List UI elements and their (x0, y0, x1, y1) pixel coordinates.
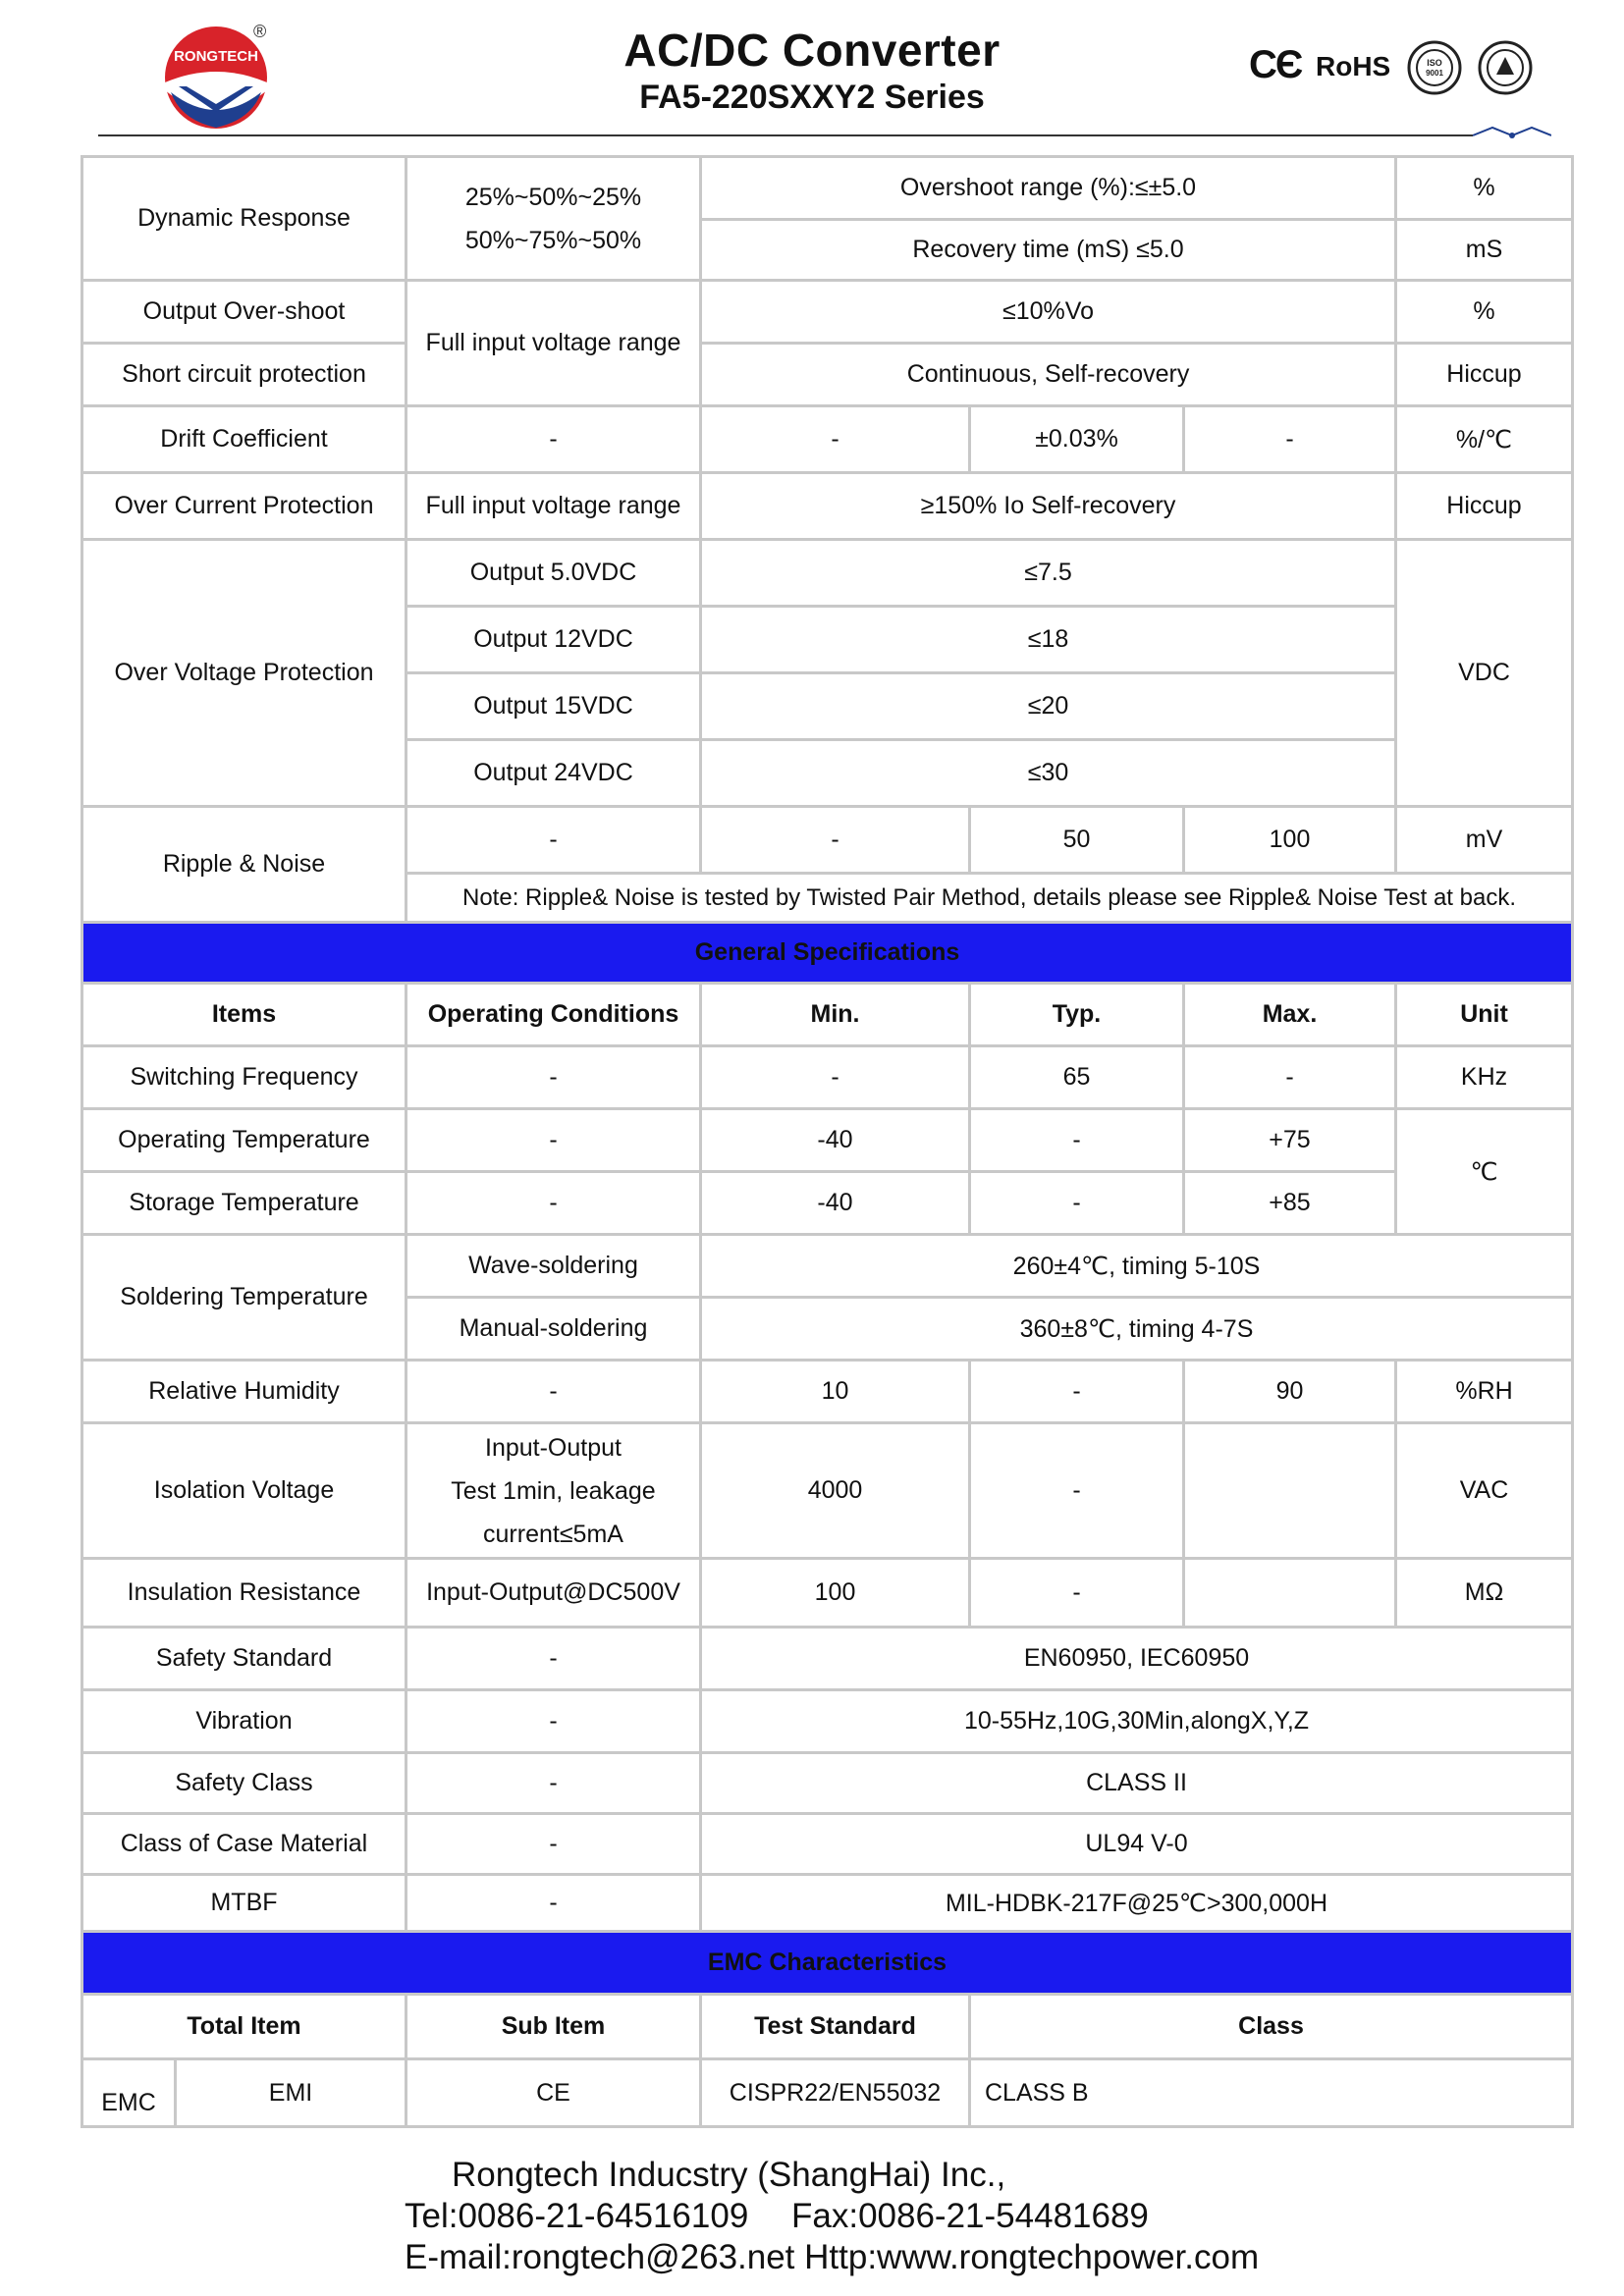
item-dynamic-response: Dynamic Response (82, 157, 406, 281)
footer-company: Rongtech Inducstry (ShangHai) Inc., (452, 2156, 1006, 2194)
st-temp-min: -40 (701, 1172, 970, 1235)
item-st-temp: Storage Temperature (82, 1172, 406, 1235)
svg-text:ISO: ISO (1427, 58, 1442, 68)
safety-standard-value: EN60950, IEC60950 (701, 1628, 1573, 1690)
item-vibration: Vibration (82, 1690, 406, 1753)
ovp-value: ≤20 (701, 673, 1396, 740)
col-conditions: Operating Conditions (406, 984, 701, 1046)
ce-mark: CЄ (1249, 43, 1302, 86)
emc-total-cell (82, 2059, 406, 2127)
insulation-min: 100 (701, 1559, 970, 1628)
item-mtbf: MTBF (82, 1875, 406, 1932)
item-drift: Drift Coefficient (82, 406, 406, 473)
st-temp-typ: - (970, 1172, 1184, 1235)
svg-text:9001: 9001 (1426, 69, 1443, 78)
humidity-unit: %RH (1396, 1361, 1573, 1423)
item-safety-class: Safety Class (82, 1753, 406, 1814)
col-unit: Unit (1396, 984, 1573, 1046)
case-material-cond: - (406, 1814, 701, 1875)
item-output-overshoot: Output Over-shoot (82, 281, 406, 344)
drift-typ: ±0.03% (970, 406, 1184, 473)
col-sub-item: Sub Item (406, 1995, 701, 2059)
isolation-max (1184, 1423, 1396, 1559)
manual-soldering-value: 360±8℃, timing 4-7S (701, 1298, 1573, 1361)
isolation-typ: - (970, 1423, 1184, 1559)
insulation-unit: MΩ (1396, 1559, 1573, 1628)
mtbf-value: MIL-HDBK-217F@25℃>300,000H (701, 1875, 1573, 1932)
st-temp-max: +85 (1184, 1172, 1396, 1235)
section-emc: EMC Characteristics (82, 1932, 1573, 1995)
isolation-cond: Input-Output Test 1min, leakage current≤5mA (406, 1423, 701, 1559)
item-insulation: Insulation Resistance (82, 1559, 406, 1628)
item-ripple: Ripple & Noise (82, 807, 406, 923)
item-humidity: Relative Humidity (82, 1361, 406, 1423)
emc-total-label: EMC (83, 2060, 177, 2125)
switching-cond: - (406, 1046, 701, 1109)
drift-cond: - (406, 406, 701, 473)
emc-class: CLASS B (970, 2059, 1573, 2127)
safety-class-cond: - (406, 1753, 701, 1814)
page-header (0, 0, 1624, 147)
short-circuit-value: Continuous, Self-recovery (701, 344, 1396, 406)
ovp-value: ≤7.5 (701, 540, 1396, 607)
humidity-min: 10 (701, 1361, 970, 1423)
header-rule (98, 122, 1551, 141)
humidity-max: 90 (1184, 1361, 1396, 1423)
ovp-value: ≤30 (701, 740, 1396, 807)
insulation-cond: Input-Output@DC500V (406, 1559, 701, 1628)
overshoot-unit: % (1396, 157, 1573, 220)
item-short-circuit: Short circuit protection (82, 344, 406, 406)
ripple-cond: - (406, 807, 701, 874)
over-current-unit: Hiccup (1396, 473, 1573, 540)
humidity-cond: - (406, 1361, 701, 1423)
ripple-max: 100 (1184, 807, 1396, 874)
case-material-value: UL94 V-0 (701, 1814, 1573, 1875)
op-temp-min: -40 (701, 1109, 970, 1172)
vibration-value: 10-55Hz,10G,30Min,alongX,Y,Z (701, 1690, 1573, 1753)
op-temp-cond: - (406, 1109, 701, 1172)
ovp-unit: VDC (1396, 540, 1573, 807)
page-subtitle: FA5-220SXXY2 Series (639, 79, 985, 116)
col-class: Class (970, 1995, 1573, 2059)
dynamic-response-conditions: 25%~50%~25% 50%~75%~50% (406, 157, 701, 281)
safety-class-value: CLASS II (701, 1753, 1573, 1814)
manual-soldering-cond: Manual-soldering (406, 1298, 701, 1361)
wave-soldering-value: 260±4℃, timing 5-10S (701, 1235, 1573, 1298)
drift-min: - (701, 406, 970, 473)
isolation-min: 4000 (701, 1423, 970, 1559)
ovp-cond: Output 24VDC (406, 740, 701, 807)
emc-item-label: EMI (268, 2078, 313, 2107)
switching-typ: 65 (970, 1046, 1184, 1109)
recovery-unit: mS (1396, 220, 1573, 281)
overshoot-range: Overshoot range (%):≤±5.0 (701, 157, 1396, 220)
humidity-typ: - (970, 1361, 1184, 1423)
item-over-current: Over Current Protection (82, 473, 406, 540)
ripple-typ: 50 (970, 807, 1184, 874)
item-case-material: Class of Case Material (82, 1814, 406, 1875)
switching-unit: KHz (1396, 1046, 1573, 1109)
output-spec-table (81, 155, 1574, 2128)
ripple-unit: mV (1396, 807, 1573, 874)
drift-max: - (1184, 406, 1396, 473)
ripple-min: - (701, 807, 970, 874)
footer-contact: E-mail:rongtech@263.net Http:www.rongtechpower.com (405, 2238, 1260, 2276)
ovp-cond: Output 15VDC (406, 673, 701, 740)
temp-unit: ℃ (1396, 1109, 1573, 1235)
rohs-mark: RoHS (1316, 51, 1391, 81)
short-circuit-unit: Hiccup (1396, 344, 1573, 406)
registered-mark: ® (253, 22, 267, 41)
output-overshoot-unit: % (1396, 281, 1573, 344)
svg-text:RONGTECH: RONGTECH (174, 48, 258, 65)
shared-condition: Full input voltage range (406, 281, 701, 406)
wave-soldering-cond: Wave-soldering (406, 1235, 701, 1298)
item-switching: Switching Frequency (82, 1046, 406, 1109)
col-items: Items (82, 984, 406, 1046)
isolation-unit: VAC (1396, 1423, 1573, 1559)
st-temp-cond: - (406, 1172, 701, 1235)
ovp-cond: Output 12VDC (406, 607, 701, 673)
output-overshoot-value: ≤10%Vo (701, 281, 1396, 344)
switching-min: - (701, 1046, 970, 1109)
ripple-note: Note: Ripple& Noise is tested by Twisted Pair Method, details please see Ripple& Noise Test at back. (406, 874, 1573, 923)
recovery-time: Recovery time (mS) ≤5.0 (701, 220, 1396, 281)
footer-fax: Fax:0086-21-54481689 (791, 2197, 1149, 2235)
item-over-voltage: Over Voltage Protection (82, 540, 406, 807)
over-current-cond: Full input voltage range (406, 473, 701, 540)
switching-max: - (1184, 1046, 1396, 1109)
insulation-typ: - (970, 1559, 1184, 1628)
drift-unit: %/℃ (1396, 406, 1573, 473)
page-title: AC/DC Converter (623, 25, 1001, 76)
item-isolation: Isolation Voltage (82, 1423, 406, 1559)
item-op-temp: Operating Temperature (82, 1109, 406, 1172)
op-temp-max: +75 (1184, 1109, 1396, 1172)
insulation-max (1184, 1559, 1396, 1628)
item-safety-standard: Safety Standard (82, 1628, 406, 1690)
over-current-value: ≥150% Io Self-recovery (701, 473, 1396, 540)
col-test-standard: Test Standard (701, 1995, 970, 2059)
footer-tel: Tel:0086-21-64516109 (405, 2197, 749, 2235)
col-min: Min. (701, 984, 970, 1046)
col-max: Max. (1184, 984, 1396, 1046)
vibration-cond: - (406, 1690, 701, 1753)
mtbf-cond: - (406, 1875, 701, 1932)
quality-cert-icon (1477, 39, 1534, 96)
ovp-value: ≤18 (701, 607, 1396, 673)
col-total-item: Total Item (82, 1995, 406, 2059)
emc-standard: CISPR22/EN55032 (701, 2059, 970, 2127)
emc-sub-item: CE (406, 2059, 701, 2127)
op-temp-typ: - (970, 1109, 1184, 1172)
ovp-cond: Output 5.0VDC (406, 540, 701, 607)
safety-standard-cond: - (406, 1628, 701, 1690)
iso9001-icon (1406, 39, 1463, 96)
section-general-specs: General Specifications (82, 923, 1573, 984)
col-typ: Typ. (970, 984, 1184, 1046)
item-soldering: Soldering Temperature (82, 1235, 406, 1361)
